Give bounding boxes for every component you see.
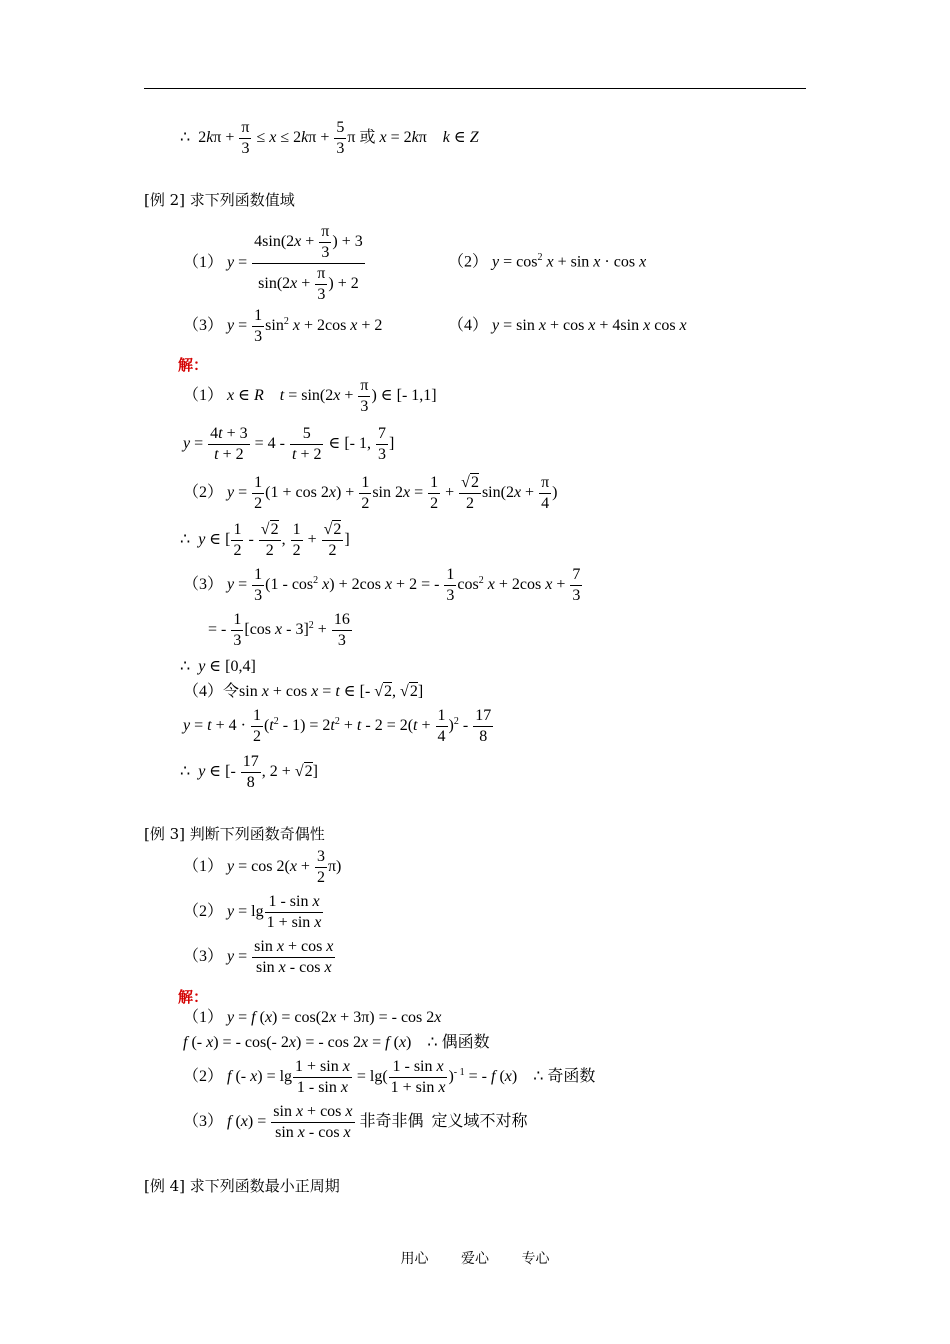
footer-item: 爱心 <box>461 1251 489 1267</box>
ex2-sol-4b: y = t + 4 · $\frac{1}{2}$ $(t^2 - 1) = 2t^2 + t - 2 = 2(t$ + $\frac{1}{4}$ )$^2$ - $\frac{17}{8}$ <box>183 707 492 745</box>
ex3-sol-1a: （1） y = f (x) = cos(2x + 3π) = - cos 2x <box>183 1009 442 1026</box>
example-3-title: [例 3] 判断下列函数奇偶性 <box>144 825 325 843</box>
example-4-title: [例 4] 求下列函数最小正周期 <box>144 1177 340 1195</box>
ex2-problem-1: （1） y = 4sin(2x + $\frac{\pi}{3}$ ) + 3 sin(2x + $\frac{\pi}{3}$ ) + 2 <box>183 223 363 303</box>
ex2-sol-1a: （1） x ∈ R t = sin(2x + $\frac{\pi}{3}$ ) ∈ [- 1,1] <box>183 377 437 415</box>
example-2-title: [例 2] 求下列函数值域 <box>144 191 295 209</box>
footer-item: 专心 <box>521 1251 550 1267</box>
ex2-sol-1b: y = $\frac{4t + 3}{t + 2}$ = 4 - $\frac{5}{t + 2}$ ∈ [- 1, $\frac{7}{3}$ ] <box>183 425 395 463</box>
ex2-sol-3-result: ∴ y ∈ [0,4] <box>180 658 256 675</box>
ex2-sol-2-result: ∴ y ∈ [ $\frac{1}{2}$ - $\frac{√2}{2}$ , $\frac{1}{2}$ + $\frac{√2}{2}$ ] <box>180 521 350 559</box>
ex3-sol-3: （3） f (x) = $\frac{\text{sin x + cos x}}{\text{sin x - cos x}}$ 非奇非偶 定义域不对称 <box>183 1103 528 1141</box>
ex2-sol-4-result: ∴ y ∈ [- $\frac{17}{8}$ , 2 + √2] <box>180 753 318 791</box>
header-rule <box>144 88 806 89</box>
ex2-problem-4: （4） y = sin x + cos x + 4sin x cos x <box>448 317 687 334</box>
ex2-problem-3: （3） y = $\frac{1}{3}$ $\sin^2 x + 2\cos$ x + 2 <box>183 307 383 345</box>
ex3-problem-2: （2） y = lg $\frac{\text{1 - sin x}}{\text{1 + sin x}}$ <box>183 893 322 931</box>
footer-item: 用心 <box>400 1251 429 1267</box>
ex2-problem-2: （2） $y = \cos^2 x + \sin x \cdot \cos x$ <box>448 252 647 271</box>
ex3-sol-2: （2） f (- x) = lg $\frac{\text{1 + sin x}}{\text{1 - sin x}}$ = lg( $\frac{\text{1 - sin x}}{\text{1 + sin x}}$ )$^{- 1}$ = - f (x) ∴ 奇函数 <box>183 1058 596 1096</box>
ex2-sol-3b: = - $\frac{1}{3}$ [cos x - 3]$^2$ + $\frac{16}{3}$ <box>208 611 350 649</box>
ex3-solution-label: 解： <box>178 988 209 1006</box>
ex3-problem-3: （3） y = $\frac{\text{sin x + cos x}}{\text{sin x - cos x}}$ <box>183 938 334 976</box>
ex2-solution-label: 解： <box>178 356 209 374</box>
page-footer <box>0 1248 950 1268</box>
ex2-sol-3a: （3） y = $\frac{1}{3}$ $(1 - \cos^2 x) + 2\cos$ x + 2 = - $\frac{1}{3}$ $\cos^2 x + 2\cos$ x + $\frac{7}{3}$ <box>183 566 581 604</box>
formula-top-solution: ∴ 2kπ + $\frac{\pi}{3}$ ≤ x ≤ 2kπ + $\frac{5}{3}$ π 或 x = 2kπ k ∈ Z <box>180 119 479 157</box>
ex3-problem-1: （1） y = cos 2(x + $\frac{3}{2}$ π) <box>183 848 342 886</box>
ex2-sol-4a: （4）令sin x + cos x = t ∈ [- √2, √2] <box>183 683 424 700</box>
ex2-sol-2: （2） y = $\frac{1}{2}$ (1 + cos 2x) + $\frac{1}{2}$ sin 2x = $\frac{1}{2}$ + $\frac{√2}{2}$ sin(2x + $\frac{\pi}{4}$ ) <box>183 474 558 512</box>
ex3-sol-1b: f (- x) = - cos(- 2x) = - cos 2x = f (x) ∴ 偶函数 <box>183 1034 490 1051</box>
